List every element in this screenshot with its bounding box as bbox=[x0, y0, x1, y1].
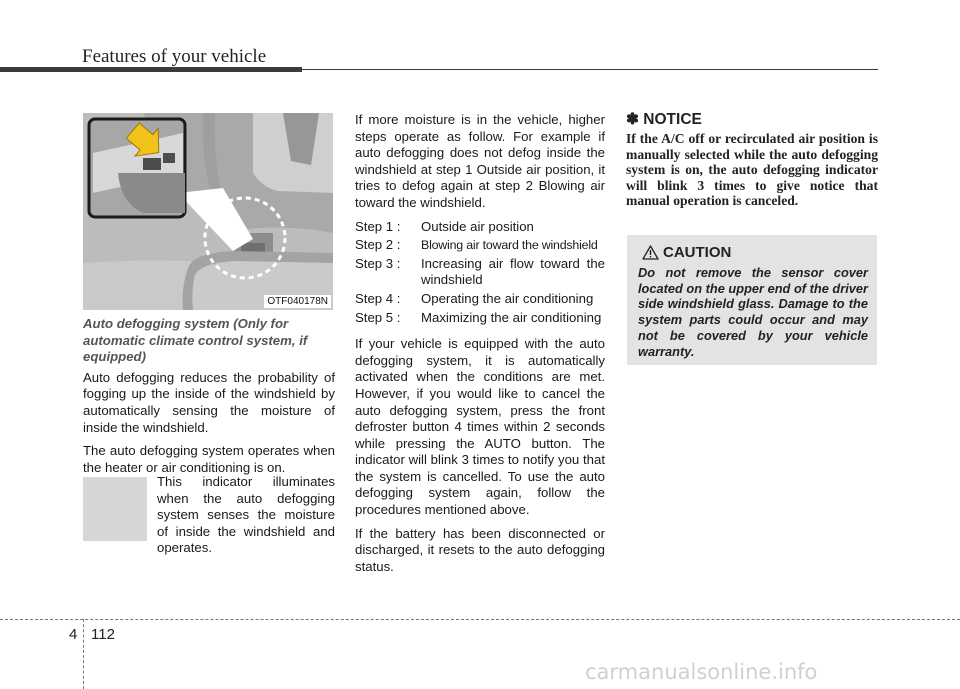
step-label: Step 3 : bbox=[355, 255, 401, 271]
figure-caption: OTF040178N bbox=[264, 295, 331, 308]
step-label: Step 4 : bbox=[355, 290, 401, 306]
chapter-number: 4 bbox=[69, 626, 78, 643]
column-2 bbox=[355, 112, 605, 582]
page-header-title: Features of your vehicle bbox=[82, 46, 267, 67]
notice-heading: ✽ NOTICE bbox=[626, 111, 702, 128]
footer-vertical-rule bbox=[83, 619, 84, 689]
footer-rule bbox=[0, 619, 960, 620]
paragraph-auto-defog-operation: The auto defogging system operates when the heater or air conditioning is on. bbox=[83, 443, 335, 475]
step-label: Step 5 : bbox=[355, 309, 401, 325]
header-rule-thin bbox=[302, 69, 878, 70]
paragraph-auto-defog-intro: Auto defogging reduces the probability of fogging up the inside of the windshield by automatically sensing the moisture of inside the windshield. bbox=[83, 369, 335, 435]
paragraph-cancel-procedure: If your vehicle is equipped with the auto defogging system, it is automatically activated when the conditions are met. However, if you would like to cancel the auto defogging system, press the front defroster button 4 times within 2 seconds while pressing the AUTO button. The indicator will blink 3 times to notify you that the system is cancelled. To use the auto defogging system again, follow the procedures mentioned above. bbox=[355, 336, 605, 518]
step-item bbox=[355, 291, 605, 308]
step-text: Operating the air conditioning bbox=[421, 290, 594, 306]
step-item bbox=[355, 237, 605, 254]
paragraph-battery-reset: If the battery has been disconnected or discharged, it resets to the auto defogging status. bbox=[355, 525, 605, 574]
column-1 bbox=[83, 316, 335, 483]
caution-body: Do not remove the sensor cover located on the upper end of the driver side windshield glass. Damage to the system parts could occur and may not be covered by your vehicle warranty. bbox=[638, 265, 868, 359]
indicator-image-placeholder bbox=[83, 477, 147, 541]
sensor-illustration-graphic bbox=[83, 113, 333, 310]
sensor-illustration bbox=[83, 113, 333, 310]
notice-body: If the A/C off or recirculated air position is manually selected while the auto defogging system is on, the auto defogging indicator will blink 3 times to give notice that manual operation is canceled. bbox=[626, 131, 878, 208]
caution-header bbox=[642, 244, 868, 261]
watermark: carmanualsonline.info bbox=[585, 660, 818, 684]
step-label: Step 2 : bbox=[355, 237, 401, 253]
step-text: Increasing air flow toward the windshield bbox=[421, 255, 605, 288]
step-item bbox=[355, 310, 605, 327]
page-number: 112 bbox=[91, 626, 115, 643]
caution-box bbox=[627, 235, 877, 365]
step-item bbox=[355, 256, 605, 289]
step-item bbox=[355, 219, 605, 236]
header-rule-thick bbox=[0, 67, 302, 72]
step-text: Blowing air toward the windshield bbox=[421, 238, 598, 253]
warning-triangle-icon bbox=[642, 245, 659, 260]
caution-label: CAUTION bbox=[663, 244, 732, 261]
indicator-description: This indicator illuminates when the auto defogging system senses the moisture of inside the windshield and operates. bbox=[157, 474, 335, 556]
section-subheading: Auto defogging system (Only for automatic climate control system, if equipped) bbox=[83, 316, 308, 365]
step-label: Step 1 : bbox=[355, 218, 401, 234]
paragraph-steps-intro: If more moisture is in the vehicle, higher steps operate as follow. For example if auto defogging does not defog inside the windshield at step 1 Outside air position, it tries to defog again at step 2 Blowing air toward the windshield. bbox=[355, 112, 605, 210]
step-text: Outside air position bbox=[421, 218, 534, 234]
steps-list bbox=[355, 219, 605, 327]
step-text: Maximizing the air conditioning bbox=[421, 309, 602, 325]
